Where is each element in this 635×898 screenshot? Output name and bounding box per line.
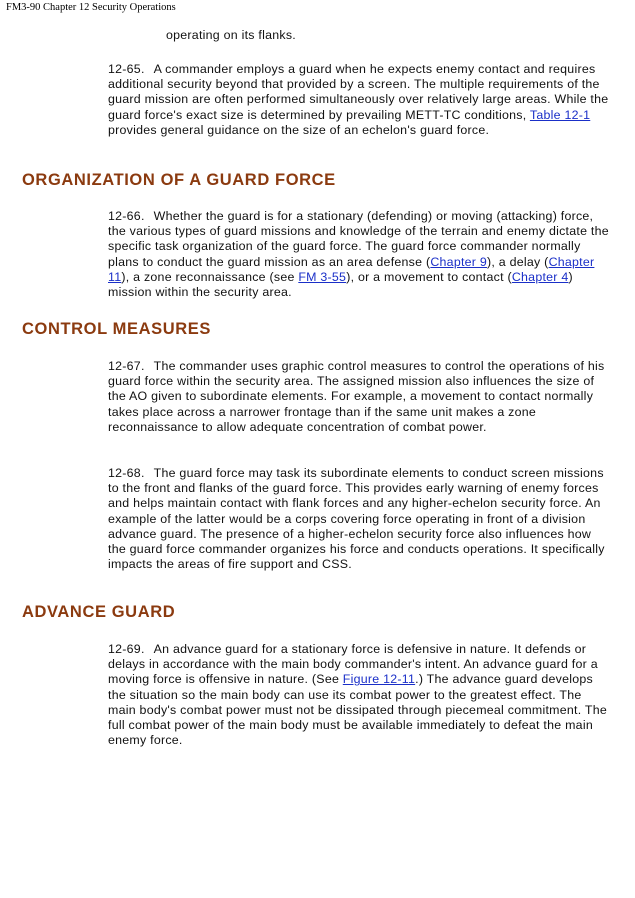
running-header: FM3-90 Chapter 12 Security Operations [6, 2, 176, 13]
section-heading-organization: ORGANIZATION OF A GUARD FORCE [22, 171, 336, 189]
paragraph-text: A commander employs a guard when he expects enemy contact and requires additional security beyond that provided by a screen. The multiple requirements of the guard mission are often performed simultaneously over relatively large areas. While the guard force's exact size is determined by prevailing METT-TC conditions, [108, 62, 609, 122]
paragraph-text: ), or a movement to contact ( [346, 269, 512, 284]
paragraph-text: ), a delay ( [487, 254, 549, 269]
section-heading-control-measures: CONTROL MEASURES [22, 320, 211, 338]
chapter-9-link[interactable]: Chapter 9 [430, 254, 488, 269]
paragraph-number: 12-65. [108, 62, 145, 76]
paragraph-12-67 [108, 359, 610, 435]
paragraph-12-69 [108, 642, 610, 748]
paragraph-12-68 [108, 466, 610, 572]
paragraph-text: ), a zone reconnaissance (see [121, 269, 299, 284]
paragraph-text: The commander uses graphic control measures to control the operations of his guard force within the security area. The assigned mission also influences the size of the AO given to subordinate elements. For example, a movement to contact normally takes place across a narrower frontage than if the same unit makes a zone reconnaissance to allow adequate concentration of combat power. [108, 359, 605, 434]
paragraph-number: 12-67. [108, 359, 145, 373]
section-heading-advance-guard: ADVANCE GUARD [22, 603, 176, 621]
paragraph-text: An advance guard for a stationary force is defensive in nature. It defends or delays in accordance with the main body commander's intent. An advance guard for a moving force is offensive in nature. (See [108, 642, 598, 687]
paragraph-12-65 [108, 62, 610, 138]
chapter-11-link[interactable]: Chapter 11 [108, 254, 595, 284]
continuation-text: operating on its flanks. [166, 28, 296, 42]
chapter-4-link[interactable]: Chapter 4 [511, 269, 569, 284]
paragraph-number: 12-69. [108, 642, 145, 656]
paragraph-number: 12-68. [108, 466, 145, 480]
table-12-1-link[interactable]: Table 12-1 [529, 107, 591, 122]
paragraph-12-66 [108, 209, 610, 300]
paragraph-text: Whether the guard is for a stationary (defending) or moving (attacking) force, the various types of guard missions and knowledge of the terrain and enemy dictate the specific task organization of the guard force. The guard force commander normally plans to conduct the guard mission as an area defense ( [108, 209, 609, 269]
paragraph-text: ) mission within the security area. [108, 269, 573, 300]
paragraph-text: .) The advance guard develops the situation so the main body can use its combat power to the greatest effect. The main body's combat power must not be dissipated through piecemeal commitment. The full combat power of the main body must be available immediately to defeat the main enemy force. [108, 672, 607, 748]
paragraph-text: provides general guidance on the size of an echelon's guard force. [108, 122, 490, 137]
paragraph-text: The guard force may task its subordinate elements to conduct screen missions to the front and flanks of the guard force. This provides early warning of enemy forces and helps maintain contact with flank forces and any higher-echelon security force. An example of the latter would be a corps covering force operating in front of a division advance guard. The presence of a higher-echelon security force also influences how the guard force commander organizes his force and conducts operations. It specifically impacts the areas of fire support and CSS. [108, 466, 605, 572]
figure-12-11-link[interactable]: Figure 12-11 [342, 672, 416, 687]
fm-3-55-link[interactable]: FM 3-55 [298, 269, 347, 284]
paragraph-number: 12-66. [108, 209, 145, 223]
